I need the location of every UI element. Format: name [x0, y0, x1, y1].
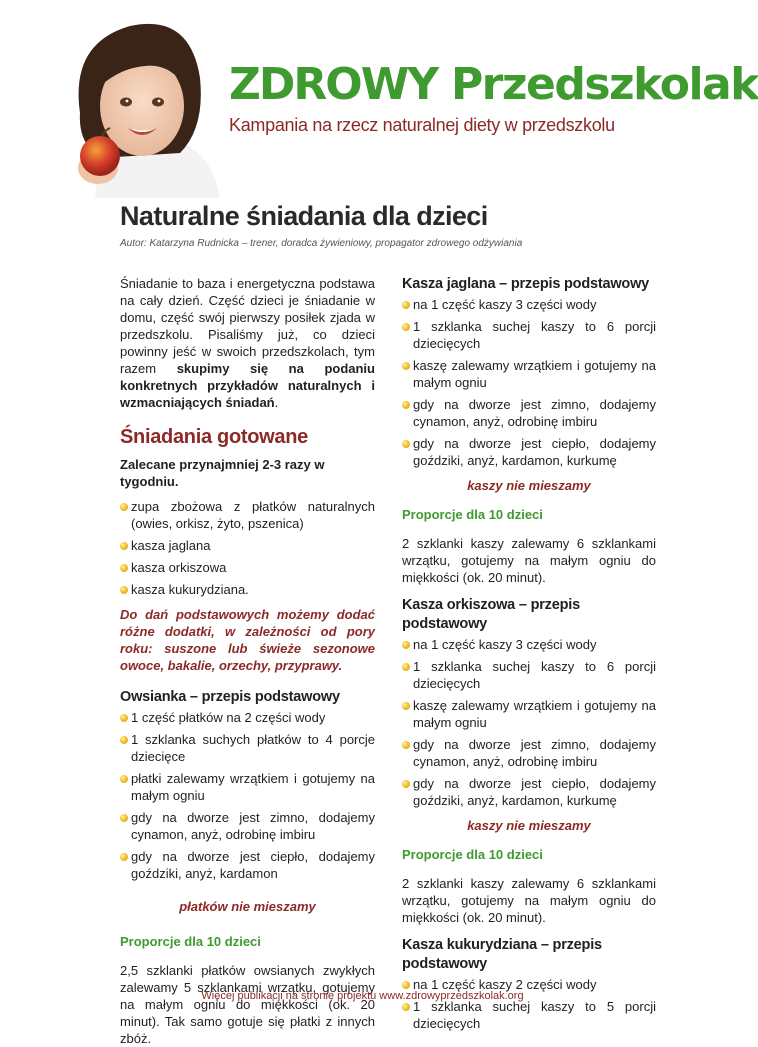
list-item: na 1 część kaszy 3 części wody — [402, 636, 656, 653]
header — [0, 0, 758, 200]
gold-dot-icon — [402, 780, 410, 788]
list-item: kasza orkiszowa — [120, 559, 375, 576]
gold-dot-icon — [402, 401, 410, 409]
list-item: kaszę zalewamy wrzątkiem i gotujemy na małym ogniu — [402, 697, 656, 731]
brand-title — [229, 59, 758, 110]
list-item: gdy na dworze jest zimno, dodajemy cynamon, anyż, odrobinę imbiru — [402, 396, 656, 430]
orkiszowa-title: Kasza orkiszowa – przepis podstawowy — [402, 597, 580, 632]
gold-dot-icon — [120, 542, 128, 550]
kukurydziana-list — [402, 976, 656, 1032]
jaglana-title: Kasza jaglana – przepis podstawowy — [402, 276, 650, 292]
owsianka-list — [120, 709, 375, 882]
intro-text: Śniadanie to baza i energetyczna podstawa na cały dzień. Część dzieci je śniadanie w domu, część swój pierwszy posiłek zjada w przedszkolu. Pisaliśmy już, co dzieci powinny jeść w swoich przedszkolach, tym razem — [120, 276, 375, 376]
gold-dot-icon — [402, 323, 410, 331]
gold-dot-icon — [402, 981, 410, 989]
intro-end: . — [274, 395, 279, 410]
list-item: gdy na dworze jest zimno, dodajemy cynamon, anyż, odrobinę imbiru — [402, 736, 656, 770]
list-item: 1 szklanka suchych płatków to 4 porcje dziecięce — [120, 731, 375, 765]
orkiszowa-proportions-text: 2 szklanki kaszy zalewamy 6 szklankami wrzątku, gotujemy na małym ogniu do miękkości (ok. 20 minut). — [402, 876, 656, 925]
left-column — [120, 275, 375, 1047]
brand-title-rest: Przedszkolak — [450, 59, 758, 110]
gold-dot-icon — [120, 586, 128, 594]
brand — [229, 59, 758, 136]
gold-dot-icon — [120, 564, 128, 572]
owsianka-proportions-text: 2,5 szklanki płatków owsianych zwykłych zalewamy 5 szklankami wrzątku, gotujemy na małym ogniu do miękkości (ok. 20 minut). Tak samo gotuje się płatki z innych zbóż. — [120, 963, 375, 1046]
article-author: Autor: Katarzyna Rudnicka – trener, doradca żywieniowy, propagator zdrowego odżywiania — [120, 238, 523, 249]
list-item: 1 szklanka suchej kaszy to 6 porcji dziecięcych — [402, 318, 656, 352]
brand-subtitle: Kampania na rzecz naturalnej diety w przedszkolu — [229, 115, 615, 135]
list-item: gdy na dworze jest zimno, dodajemy cynamon, anyż, odrobinę imbiru — [120, 809, 375, 843]
gold-dot-icon — [402, 362, 410, 370]
article-title: Naturalne śniadania dla dzieci — [120, 201, 488, 231]
list-item: zupa zbożowa z płatków naturalnych (owies, orkisz, żyto, pszenica) — [120, 498, 375, 532]
orkiszowa-list — [402, 636, 656, 809]
article-header — [120, 200, 680, 249]
gold-dot-icon — [402, 702, 410, 710]
orkiszowa-proportions-title: Proporcje dla 10 dzieci — [402, 847, 543, 862]
recommendation: Zalecane przynajmniej 2-3 razy w tygodniu. — [120, 457, 325, 489]
list-item: 1 szklanka suchej kaszy to 5 porcji dziecięcych — [402, 998, 656, 1032]
list-item: gdy na dworze jest ciepło, dodajemy goździki, anyż, kardamon — [120, 848, 375, 882]
jaglana-proportions-title: Proporcje dla 10 dzieci — [402, 507, 543, 522]
gold-dot-icon — [120, 503, 128, 511]
gold-dot-icon — [402, 1003, 410, 1011]
orkiszowa-note: kaszy nie mieszamy — [467, 818, 591, 833]
footer-link-text[interactable]: Więcej publikacji na stronie projektu www.zdrowyprzedszkolak.org — [201, 990, 524, 1002]
list-item: kasza jaglana — [120, 537, 375, 554]
list-item: 1 szklanka suchej kaszy to 6 porcji dziecięcych — [402, 658, 656, 692]
intro-bold-text: skupimy się na podaniu konkretnych przykładów naturalnych i wzmacniających śniadań — [120, 361, 375, 410]
gold-dot-icon — [402, 641, 410, 649]
list-item: kasza kukurydziana. — [120, 581, 375, 598]
right-column — [402, 275, 656, 1040]
list-item: gdy na dworze jest ciepło, dodajemy goździki, anyż, kardamon, kurkumę — [402, 435, 656, 469]
jaglana-proportions-text: 2 szklanki kaszy zalewamy 6 szklankami wrzątku, gotujemy na małym ogniu do miękkości (ok. 20 minut). — [402, 536, 656, 585]
gold-dot-icon — [402, 663, 410, 671]
footer — [0, 990, 725, 1002]
gold-dot-icon — [120, 736, 128, 744]
intro-paragraph — [120, 275, 375, 411]
section-title: Śniadania gotowane — [120, 426, 308, 448]
list-item: 1 część płatków na 2 części wody — [120, 709, 375, 726]
owsianka-title: Owsianka – przepis podstawowy — [120, 689, 340, 705]
list-item: na 1 część kaszy 2 części wody — [402, 976, 656, 993]
list-item: kaszę zalewamy wrzątkiem i gotujemy na małym ogniu — [402, 357, 656, 391]
gold-dot-icon — [402, 301, 410, 309]
gold-dot-icon — [120, 853, 128, 861]
kukurydziana-title: Kasza kukurydziana – przepis podstawowy — [402, 937, 602, 972]
child-with-apple-photo — [60, 18, 230, 198]
gold-dot-icon — [402, 741, 410, 749]
list-item: płatki zalewamy wrzątkiem i gotujemy na małym ogniu — [120, 770, 375, 804]
jaglana-list — [402, 296, 656, 469]
list-item: na 1 część kaszy 3 części wody — [402, 296, 656, 313]
owsianka-proportions-title: Proporcje dla 10 dzieci — [120, 934, 261, 949]
grains-list — [120, 498, 375, 598]
jaglana-note: kaszy nie mieszamy — [467, 478, 591, 493]
brand-title-caps: ZDROWY — [229, 59, 438, 110]
list-item: gdy na dworze jest ciepło, dodajemy goździki, anyż, kardamon, kurkumę — [402, 775, 656, 809]
owsianka-note: płatków nie mieszamy — [179, 899, 316, 914]
gold-dot-icon — [120, 814, 128, 822]
gold-dot-icon — [120, 714, 128, 722]
gold-dot-icon — [120, 775, 128, 783]
additions-note: Do dań podstawowych możemy dodać różne dodatki, w zależności od pory roku: suszone lub świeże sezonowe owoce, bakalie, orzechy, przyprawy. — [120, 607, 375, 673]
gold-dot-icon — [402, 440, 410, 448]
